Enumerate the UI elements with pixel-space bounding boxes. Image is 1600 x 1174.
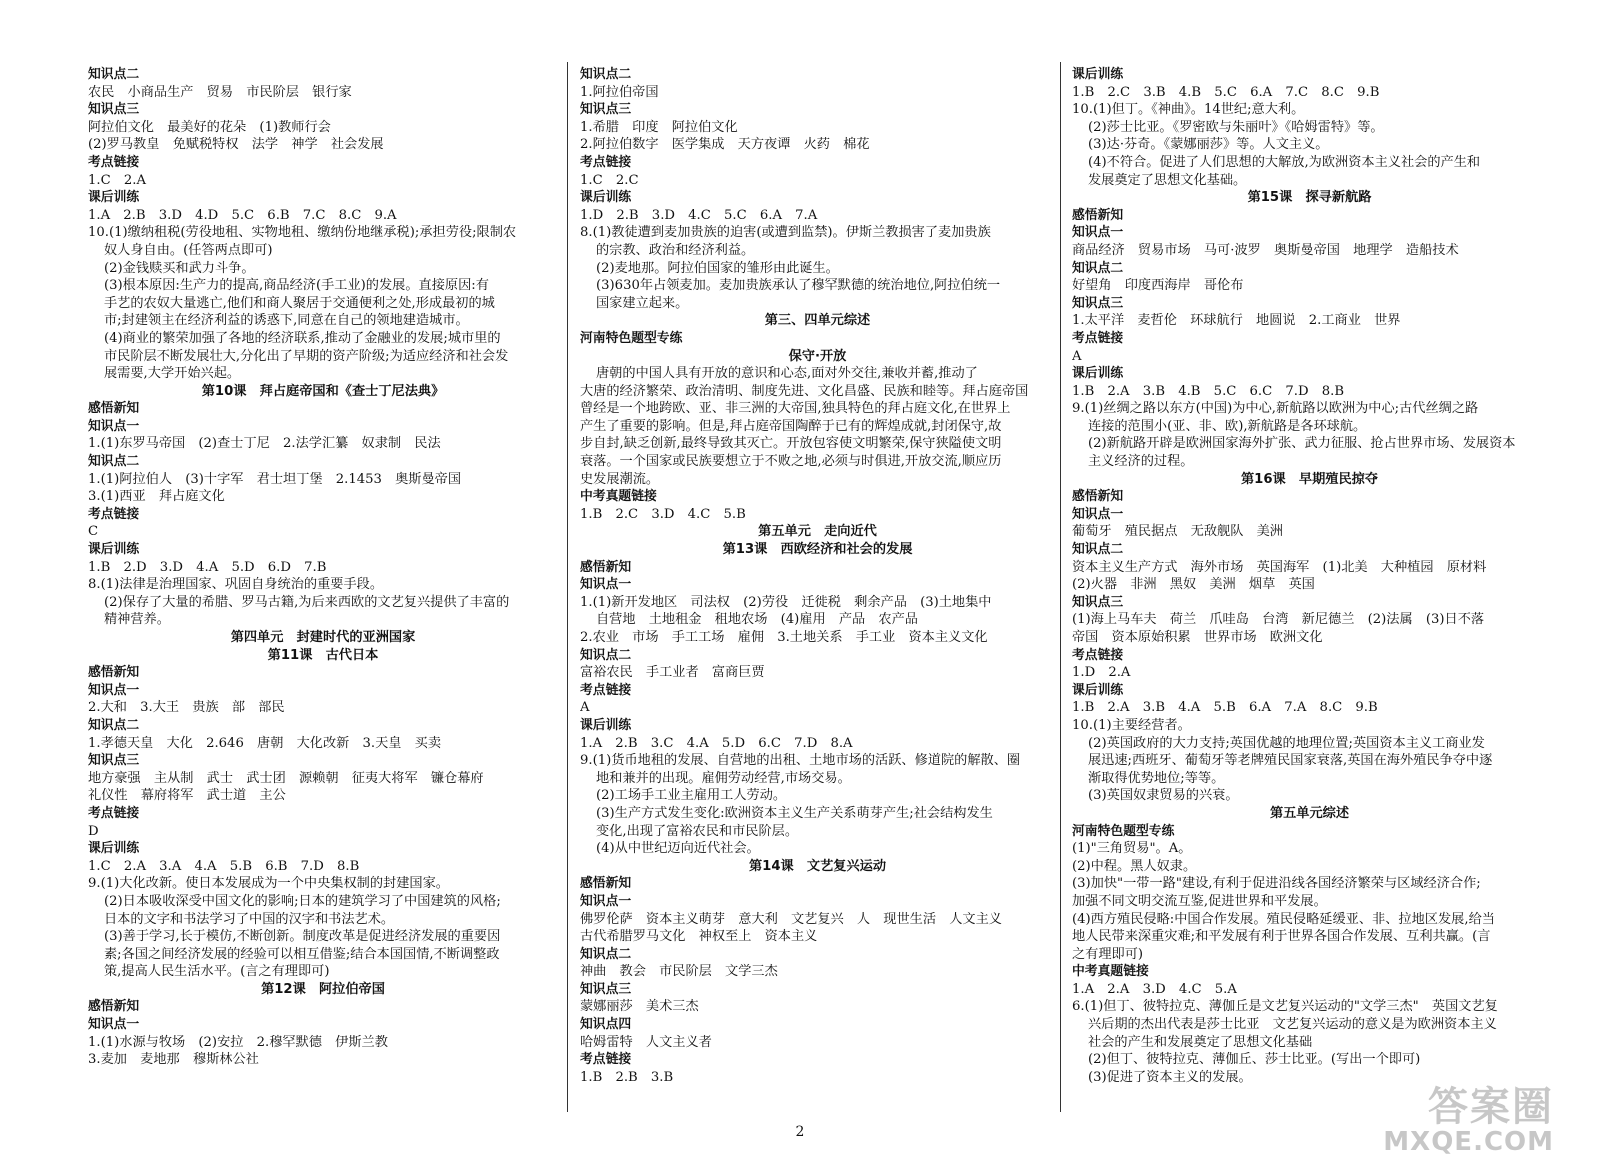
answer-line: 1.C 2.A 3.A 4.A 5.B 6.B 7.D 8.B	[88, 858, 360, 874]
lesson-title: 第10课 拜占庭帝国和《查士丁尼法典》	[201, 383, 445, 399]
answer-line: 变化,出现了富裕农民和市民阶层。	[596, 823, 799, 839]
section-heading: 知识点三	[1072, 594, 1124, 610]
answer-line: (2)莎士比亚。《罗密欧与朱丽叶》《哈姆雷特》等。	[1088, 119, 1384, 135]
section-heading: 中考真题链接	[580, 489, 657, 505]
answer-line: 2.阿拉伯数字 医学集成 天方夜谭 火药 棉花	[580, 137, 870, 153]
section-heading: 考点链接	[580, 1052, 632, 1068]
section-heading: 知识点一	[580, 893, 632, 909]
answer-line: 1.B 2.C 3.D 4.C 5.B	[580, 506, 746, 522]
answer-line: 连接的范围小(亚、非、欧),新航路是各环球航。	[1088, 418, 1367, 434]
answer-line: (2)金钱赎买和武力斗争。	[104, 260, 255, 276]
answer-line: 帝国 资本原始积累 世界市场 欧洲文化	[1072, 630, 1323, 645]
answer-line: (3)善于学习,长于模仿,不断创新。制度改革是促进经济发展的重要因	[104, 929, 501, 945]
answer-line: (2)火器 非洲 黑奴 美洲 烟草 英国	[1072, 577, 1315, 593]
answer-line: 1.C 2.C	[580, 172, 639, 188]
section-heading: 河南特色题型专练	[1072, 823, 1175, 839]
answer-line: 1.C 2.A	[88, 172, 146, 188]
answer-line: 1.阿拉伯帝国	[580, 84, 659, 100]
answer-line: 奴人身自由。(任答两点即可)	[104, 242, 273, 258]
watermark-logo	[1383, 1086, 1554, 1156]
answer-line: 之有理即可)	[1072, 946, 1144, 962]
answer-line: C	[88, 524, 99, 540]
answer-line: (2)工场手工业主雇用工人劳动。	[596, 788, 787, 804]
answer-line: (2)麦地那。阿拉伯国家的雏形由此诞生。	[596, 260, 839, 276]
section-heading: 课后训练	[1072, 366, 1124, 382]
answer-line: 大唐的经济繁荣、政治清明、制度先进、文化昌盛、民族和睦等。拜占庭帝国	[580, 383, 1029, 399]
lesson-title: 第四单元 封建时代的亚洲国家	[230, 630, 416, 645]
answer-line: 6.(1)但丁、彼特拉克、薄伽丘是文艺复兴运动的"文学三杰" 英国文艺复	[1072, 999, 1498, 1015]
answer-line: 素;各国之间经济发展的经验可以相互借鉴;结合本国国情,不断调整政	[104, 946, 500, 962]
answer-line: 1.孝德天皇 大化 2.646 唐朝 大化改新 3.天皇 买卖	[88, 735, 442, 751]
section-heading: 知识点一	[1072, 225, 1124, 241]
answer-line: 策,提高人民生活水平。(言之有理即可)	[104, 964, 330, 980]
answer-line: 的宗教、政治和经济利益。	[596, 242, 755, 258]
lesson-title: 第三、四单元综述	[764, 313, 871, 329]
section-heading: 知识点二	[580, 647, 632, 663]
answer-line: (2)日本吸收深受中国文化的影响;日本的建筑学习了中国建筑的风格;	[104, 893, 501, 909]
answer-line: 资本主义生产方式 海外市场 英国海军 (1)北美 大种植园 原材料	[1072, 559, 1487, 575]
answer-line: (4)不符合。促进了人们思想的大解放,为欧洲资本主义社会的产生和	[1088, 154, 1481, 170]
answer-line: D	[88, 823, 99, 839]
answer-line: 1.太平洋 麦哲伦 环球航行 地圆说 2.工商业 世界	[1072, 313, 1401, 329]
lesson-title: 第五单元综述	[1269, 805, 1350, 821]
answer-line: (3)加快"一带一路"建设,有利于促进沿线各国经济繁荣与区域经济合作;	[1072, 876, 1481, 892]
answer-line: 精神营养。	[104, 612, 170, 628]
answer-line: 社会的产生和发展奠定了思想文化基础	[1088, 1034, 1313, 1050]
answer-line: 9.(1)大化改新。使日本发展成为一个中央集权制的封建国家。	[88, 876, 449, 892]
answer-line: (2)但丁、彼特拉克、薄伽丘、莎士比亚。(写出一个即可)	[1088, 1052, 1421, 1068]
answer-line: 佛罗伦萨 资本主义萌芽 意大利 文艺复兴 人 现世生活 人文主义	[580, 911, 1002, 927]
section-heading: 考点链接	[1072, 647, 1124, 663]
answer-line: 1.(1)新开发地区 司法权 (2)劳役 迁徙税 剩余产品 (3)土地集中	[580, 594, 992, 610]
column-middle	[580, 66, 1055, 1086]
answer-line: 自营地 土地租金 租地农场 (4)雇用 产品 农产品	[596, 612, 918, 628]
answer-line: (2)新航路开辟是欧洲国家海外扩张、武力征服、抢占世界市场、发展资本	[1088, 436, 1516, 452]
answer-line: (3)630年占领麦加。麦加贵族承认了穆罕默德的统治地位,阿拉伯统一	[596, 278, 1001, 294]
section-heading: 知识点二	[1072, 260, 1124, 276]
answer-line: 商品经济 贸易市场 马可·波罗 奥斯曼帝国 地理学 造船技术	[1072, 242, 1459, 258]
answer-line: 古代希腊罗马文化 神权至上 资本主义	[580, 929, 818, 945]
section-heading: 课后训练	[88, 190, 140, 206]
answer-line: 2.大和 3.大王 贵族 部 部民	[88, 700, 285, 716]
answer-line: (2)保存了大量的希腊、罗马古籍,为后来西欧的文艺复兴提供了丰富的	[104, 594, 510, 610]
lesson-title: 第五单元 走向近代	[758, 524, 877, 540]
answer-line: 国家建立起来。	[596, 295, 689, 311]
answer-line: 2.农业 市场 手工工场 雇佣 3.土地关系 手工业 资本主义文化	[580, 630, 988, 645]
answer-line: 展迅速;西班牙、葡萄牙等老牌殖民国家衰落,英国在海外殖民争夺中逐	[1088, 753, 1493, 769]
answer-line: 1.(1)阿拉伯人 (3)十字军 君士坦丁堡 2.1453 奥斯曼帝国	[88, 471, 462, 487]
answer-line: 1.D 2.B 3.D 4.C 5.C 6.A 7.A	[580, 207, 818, 223]
answer-line: (2)罗马教皇 免赋税特权 法学 神学 社会发展	[88, 137, 384, 153]
answer-line: 地方豪强 主从制 武士 武士团 源赖朝 征夷大将军 镰仓幕府	[88, 770, 484, 786]
answer-line: 曾经是一个地跨欧、亚、非三洲的大帝国,独具特色的拜占庭文化,在世界上	[580, 401, 1011, 417]
answer-line: 葡萄牙 殖民据点 无敌舰队 美洲	[1072, 524, 1283, 540]
lesson-title: 第13课 西欧经济和社会的发展	[722, 542, 913, 558]
section-heading: 知识点一	[1072, 506, 1124, 522]
section-heading: 知识点三	[88, 753, 140, 769]
section-heading: 感悟新知	[88, 401, 140, 417]
section-heading: 感悟新知	[580, 559, 632, 575]
answer-line: A	[1072, 348, 1082, 364]
lesson-title: 第14课 文艺复兴运动	[748, 858, 887, 874]
section-heading: 课后训练	[1072, 67, 1124, 82]
answer-line: 1.B 2.D 3.D 4.A 5.D 6.D 7.B	[88, 559, 327, 575]
answer-line: 1.(1)东罗马帝国 (2)查士丁尼 2.法学汇纂 奴隶制 民法	[88, 436, 441, 452]
lesson-title: 保守·开放	[788, 348, 847, 364]
answer-line: 日本的文字和书法学习了中国的汉字和书法艺术。	[104, 911, 395, 927]
answer-line: 8.(1)教徒遭到麦加贵族的迫害(或遭到监禁)。伊斯兰教损害了麦加贵族	[580, 225, 991, 241]
answer-line: 1.(1)水源与牧场 (2)安拉 2.穆罕默德 伊斯兰教	[88, 1034, 388, 1050]
answer-line: 蒙娜丽莎 美术三杰	[580, 999, 699, 1015]
answer-line: 神曲 教会 市民阶层 文学三杰	[580, 964, 778, 980]
answer-line: 10.(1)但丁。《神曲》。14世纪;意大利。	[1072, 102, 1305, 118]
section-heading: 感悟新知	[1072, 207, 1124, 223]
section-heading: 感悟新知	[88, 665, 140, 681]
lesson-title: 第12课 阿拉伯帝国	[261, 981, 385, 997]
section-heading: 考点链接	[88, 154, 140, 170]
answer-line: 9.(1)货币地租的发展、自营地的出租、土地市场的活跃、修道院的解散、圈	[580, 753, 1021, 769]
answer-line: 1.B 2.B 3.B	[580, 1069, 674, 1085]
section-heading: 知识点三	[580, 981, 632, 997]
answer-line: 加强不同文明交流互鉴,促进世界和平发展。	[1072, 893, 1327, 909]
answer-line: (4)西方殖民侵略:中国合作发展。殖民侵略延缓亚、非、拉地区发展,给当	[1072, 911, 1495, 927]
section-heading: 知识点一	[88, 1017, 140, 1033]
answer-line: 市民阶层不断发展壮大,分化出了早期的资产阶级;为适应经济和社会发	[104, 348, 509, 364]
section-heading: 考点链接	[580, 682, 632, 698]
answer-line: 衰落。一个国家或民族要想立于不败之地,必须与时俱进,开放交流,顺应历	[580, 454, 1002, 470]
lesson-title: 第11课 古代日本	[267, 647, 379, 663]
answer-line: 史发展潮流。	[580, 471, 660, 487]
section-heading: 考点链接	[88, 506, 140, 522]
section-heading: 知识点三	[1072, 295, 1124, 311]
answer-line: 3.(1)西亚 拜占庭文化	[88, 489, 225, 505]
section-heading: 知识点二	[88, 67, 140, 82]
answer-line: 手艺的农奴大量逃亡,他们和商人聚居于交通便利之处,形成最初的城	[104, 295, 495, 311]
answer-line: 地人民带来深重灾难;和平发展有利于世界各国合作发展、互利共赢。(言	[1072, 929, 1491, 945]
answer-line: 发展奠定了思想文化基础。	[1088, 172, 1247, 188]
answer-line: 1.D 2.A	[1072, 665, 1131, 681]
answer-line: 哈姆雷特 人文主义者	[580, 1034, 712, 1050]
section-heading: 感悟新知	[1072, 489, 1124, 505]
section-heading: 知识点一	[580, 577, 632, 593]
answer-line: 展需要,大学开始兴起。	[104, 366, 241, 382]
answer-line: (3)达·芬奇。《蒙娜丽莎》等。人文主义。	[1088, 137, 1329, 153]
answer-line: (3)英国奴隶贸易的兴衰。	[1088, 788, 1239, 804]
section-heading: 知识点二	[88, 717, 140, 733]
answer-line: 市;封建领主在经济利益的诱惑下,同意在自己的领地建造城市。	[104, 313, 469, 329]
section-heading: 考点链接	[88, 805, 140, 821]
answer-line: (4)商业的繁荣加强了各地的经济联系,推动了金融业的发展;城市里的	[104, 330, 501, 346]
answer-line: 1.希腊 印度 阿拉伯文化	[580, 119, 738, 135]
answer-line: 地和兼并的出现。雇佣劳动经营,市场交易。	[596, 770, 851, 786]
watermark-text: 答案圈	[1428, 1084, 1554, 1130]
answer-line: 10.(1)缴纳租税(劳役地租、实物地租、缴纳份地继承税);承担劳役;限制农	[88, 225, 517, 241]
answer-line: (3)促进了资本主义的发展。	[1088, 1069, 1252, 1085]
answer-line: 好望角 印度西海岸 哥伦布	[1072, 278, 1244, 294]
section-heading: 知识点一	[88, 682, 140, 698]
section-heading: 知识点二	[88, 454, 140, 470]
answer-line: A	[580, 700, 590, 716]
answer-line: (1)"三角贸易"。A。	[1072, 841, 1192, 857]
answer-line: 3.麦加 麦地那 穆斯林公社	[88, 1052, 259, 1068]
answer-line: 1.A 2.B 3.D 4.D 5.C 6.B 7.C 8.C 9.A	[88, 207, 397, 223]
section-heading: 课后训练	[88, 542, 140, 558]
section-heading: 知识点二	[1072, 542, 1124, 558]
section-heading: 考点链接	[1072, 330, 1124, 346]
lesson-title: 第15课 探寻新航路	[1247, 190, 1372, 206]
answer-line: 步自封,缺乏创新,最终导致其灭亡。开放包容使文明繁荣,保守狭隘使文明	[580, 436, 1002, 452]
column-left	[88, 66, 558, 1069]
answer-line: 1.B 2.A 3.B 4.A 5.B 6.A 7.A 8.C 9.B	[1072, 700, 1378, 716]
answer-line: 主义经济的过程。	[1088, 454, 1194, 470]
answer-line: 渐取得优势地位;等等。	[1088, 770, 1225, 786]
answer-line: 1.A 2.B 3.C 4.A 5.D 6.C 7.D 8.A	[580, 735, 853, 751]
answer-line: 农民 小商品生产 贸易 市民阶层 银行家	[88, 84, 352, 100]
section-heading: 知识点二	[580, 67, 632, 82]
lesson-title: 第16课 早期殖民掠夺	[1240, 471, 1379, 487]
section-heading: 中考真题链接	[1072, 964, 1149, 980]
column-divider	[1060, 62, 1061, 1112]
section-heading: 课后训练	[1072, 682, 1124, 698]
section-heading: 考点链接	[580, 154, 632, 170]
section-heading: 知识点一	[88, 418, 140, 434]
answer-line: (3)根本原因:生产力的提高,商品经济(手工业)的发展。直接原因:有	[104, 278, 489, 294]
section-heading: 课后训练	[580, 190, 632, 206]
answer-line: 8.(1)法律是治理国家、巩固自身统治的重要手段。	[88, 577, 384, 593]
answer-line: 产生了重要的影响。但是,拜占庭帝国陶醉于已有的辉煌成就,封闭保守,故	[580, 418, 1002, 434]
section-heading: 课后训练	[580, 717, 632, 733]
answer-line: (4)从中世纪迈向近代社会。	[596, 841, 760, 857]
answer-line: 1.B 2.C 3.B 4.B 5.C 6.A 7.C 8.C 9.B	[1072, 84, 1380, 100]
answer-line: 礼仪性 幕府将军 武士道 主公	[88, 788, 286, 804]
section-heading: 感悟新知	[580, 876, 632, 892]
answer-line: (2)英国政府的大力支持;英国优越的地理位置;英国资本主义工商业发	[1088, 735, 1485, 751]
section-heading: 课后训练	[88, 841, 140, 857]
section-heading: 知识点四	[580, 1017, 632, 1033]
answer-line: 阿拉伯文化 最美好的花朵 (1)教师行会	[88, 119, 331, 135]
page-number: 2	[795, 1124, 805, 1140]
answer-line: 唐朝的中国人具有开放的意识和心态,面对外交往,兼收并蓄,推动了	[596, 366, 978, 382]
watermark-url: MXQE.COM	[1383, 1127, 1554, 1157]
section-heading: 知识点三	[580, 102, 632, 118]
answer-line: (3)生产方式发生变化:欧洲资本主义生产关系萌芽产生;社会结构发生	[596, 805, 993, 821]
answer-line: 10.(1)主要经营者。	[1072, 717, 1191, 733]
answer-line: 1.B 2.A 3.B 4.B 5.C 6.C 7.D 8.B	[1072, 383, 1345, 399]
answer-line: 9.(1)丝绸之路以东方(中国)为中心,新航路以欧洲为中心;古代丝绸之路	[1072, 401, 1479, 417]
section-heading: 知识点二	[580, 946, 632, 962]
answer-line: (1)海上马车夫 荷兰 爪哇岛 台湾 新尼德兰 (2)法属 (3)日不落	[1072, 612, 1485, 628]
answer-line: (2)中程。黑人奴隶。	[1072, 858, 1197, 874]
column-divider	[567, 62, 568, 1112]
section-heading: 知识点三	[88, 102, 140, 118]
answer-line: 1.A 2.A 3.D 4.C 5.A	[1072, 981, 1237, 997]
section-heading: 河南特色题型专练	[580, 330, 683, 346]
answer-line: 兴后期的杰出代表是莎士比亚 文艺复兴运动的意义是为欧洲资本主义	[1088, 1017, 1497, 1033]
section-heading: 感悟新知	[88, 999, 140, 1015]
column-right	[1072, 66, 1547, 1086]
answer-line: 富裕农民 手工业者 富商巨贾	[580, 665, 765, 681]
